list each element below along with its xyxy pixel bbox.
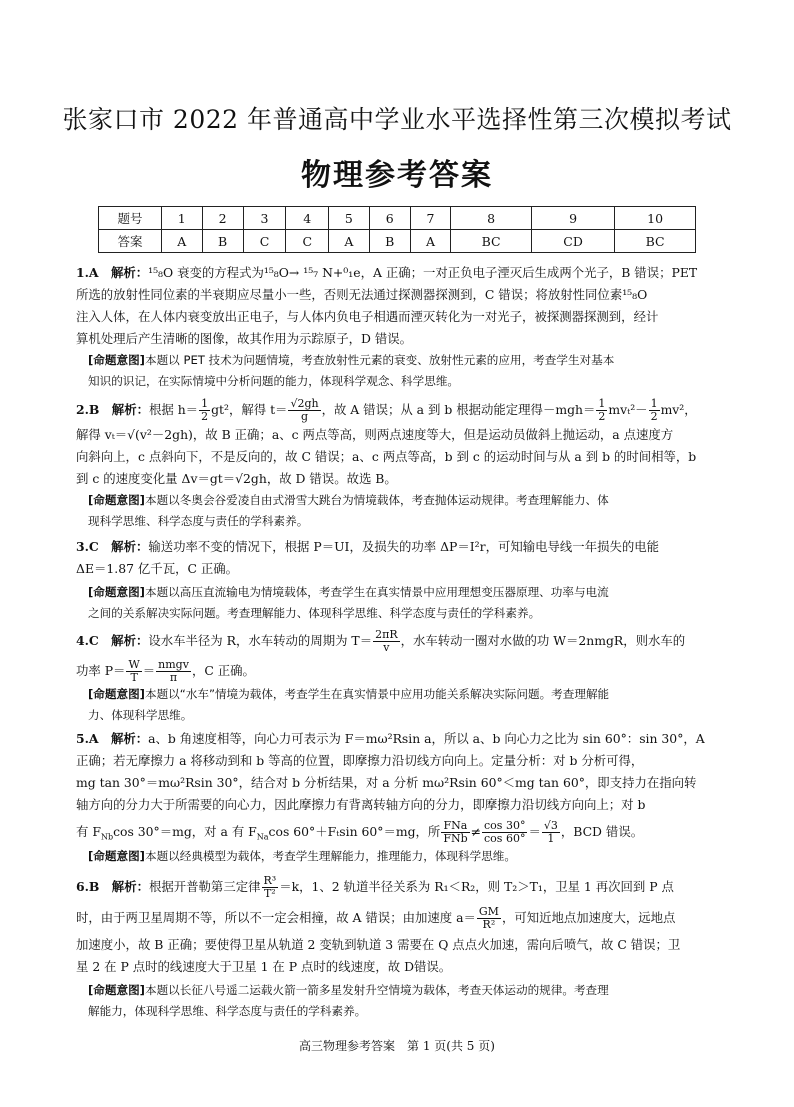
q5-text: 有 F [76, 824, 101, 839]
intent-text: 本题以冬奥会谷爱凌自由式滑雪大跳台为情境载体，考查抛体运动规律。考查理解能力、体 [144, 493, 609, 507]
fraction: $\frac{1}{2}$ [650, 397, 658, 423]
intent-label: [命题意图] [88, 687, 145, 701]
question-number-row [99, 207, 696, 230]
question-number: 9 [531, 207, 614, 230]
question-number: 5 [329, 207, 370, 230]
exam-title: 张家口市 2022 年普通高中学业水平选择性第三次模拟考试 [62, 105, 732, 134]
question-1-explanation [76, 262, 712, 350]
page-footer: 高三物理参考答案 第 1 页(共 5 页) [299, 1039, 495, 1053]
q2-line [76, 396, 712, 424]
answer-cell: BC [451, 230, 532, 253]
question-3-explanation [76, 536, 712, 580]
q6-text: ，可知近地点加速度大，远地点 [501, 910, 676, 925]
q1-line: 所选的放射性同位素的半衰期应尽量小一些，否则无法通过探测器探测到，C 错误；将放射性同位素¹⁵₈O [76, 287, 648, 302]
q3-lead: 3.C 解析： [76, 539, 149, 554]
q5-line: 正确；若无摩擦力 a 将移动到和 b 等高的位置，即摩擦力沿切线方向向上。定量分析：对 b 分析可得， [76, 753, 644, 768]
q2-line: 解得 vₜ＝√(v²－2gh)，故 B 正确；a、c 两点等高，则两点速度等大，但是运动员做斜上抛运动，a 点速度方 [76, 427, 674, 442]
question-number: 3 [243, 207, 286, 230]
question-4-explanation [76, 626, 712, 686]
q5-line: mg tan 30°＝mω²Rsin 30°，结合对 b 分析结果，对 a 分析 mω²Rsin 60°＜mg tan 60°，即支持力在指向转 [76, 775, 697, 790]
subscript: Na [256, 832, 269, 842]
q4-line [76, 656, 712, 686]
answer-cell: A [162, 230, 203, 253]
q5-text: cos 30°＝mg，对 a 有 F [113, 824, 257, 839]
q2-lead: 2.B 解析： [76, 402, 149, 417]
question-3-intent [88, 582, 712, 624]
q5-text: cos 60°＋Fₜsin 60°＝mg，所 [268, 824, 441, 839]
question-2-intent [88, 490, 712, 532]
question-5-intent [88, 846, 712, 867]
subscript: Nb [100, 832, 114, 842]
fraction: $\frac{\text{R³}}{\text{T²}}$ [263, 874, 277, 900]
q4-lead: 4.C 解析： [76, 633, 149, 648]
intent-text: 现科学思维、科学态度与责任的学科素养。 [88, 514, 309, 528]
fraction: $\frac{\cos 30^\circ}{\cos 60^\circ}$ [484, 819, 526, 845]
intent-text: 解能力，体现科学思维、科学态度与责任的学科素养。 [88, 1004, 367, 1018]
q2-line: 向斜向上，c 点斜向下，不是反向的，故 C 错误；a、c 两点等高，b 到 c 的运动时间与从 a 到 b 的时间相等，b [76, 449, 697, 464]
question-6-explanation [76, 872, 712, 978]
question-number: 8 [451, 207, 532, 230]
q6-text: 时，由于两卫星周期不等，所以不一定会相撞，故 A 错误；由加速度 a＝ [76, 910, 476, 925]
q5-text: ，BCD 错误。 [560, 824, 644, 839]
answer-cell: C [286, 230, 329, 253]
q6-text: 根据开普勒第三定律 [148, 879, 261, 894]
question-1-intent [88, 350, 712, 392]
q3-line [76, 536, 712, 558]
intent-label: [命题意图] [88, 983, 145, 997]
fraction: $\frac{W}{T}$ [128, 658, 140, 684]
q2-text: ，故 A 错误；从 a 到 b 根据动能定理得－mgh＝ [321, 402, 596, 417]
q2-text: 根据 h＝ [148, 402, 199, 417]
q1-line [76, 262, 712, 284]
intent-text: 本题以长征八号遥二运载火箭一箭多星发射升空情境为载体，考查天体运动的规律。考查理 [144, 983, 609, 997]
q3-line: ΔE＝1.87 亿千瓦，C 正确。 [76, 561, 239, 576]
q6-text: ＝k，1、2 轨道半径关系为 R₁＜R₂，则 T₂＞T₁，卫星 1 再次回到 P 点 [279, 879, 674, 894]
intent-text: 知识的识记，在实际情境中分析问题的能力，体现科学观念、科学思维。 [88, 374, 460, 388]
answer-cell: A [410, 230, 451, 253]
row-label-answer: 答案 [99, 230, 162, 253]
intent-label: [命题意图] [88, 849, 145, 863]
fraction: $\frac{GM}{\text{R²}}$ [478, 905, 499, 931]
q5-text: ＝ [528, 824, 541, 839]
answer-key-title: 物理参考答案 [301, 158, 493, 193]
intent-text: 本题以 PET 技术为问题情境，考查放射性元素的衰变、放射性元素的应用，考查学生对基本 [144, 353, 615, 367]
q2-line: 到 c 的速度变化量 Δv＝gt＝√2gh，故 D 错误。故选 B。 [76, 471, 397, 486]
fraction: $\frac{\text{FNa}}{\text{FNb}}$ [443, 819, 468, 845]
answer-cell: B [369, 230, 410, 253]
answer-row [99, 230, 696, 253]
intent-text: 力、体现科学思维。 [88, 708, 193, 722]
q4-text: 功率 P＝ [76, 663, 126, 678]
question-4-intent [88, 684, 712, 726]
intent-text: 本题以高压直流输电为情境载体，考查学生在真实情景中应用理想变压器原理、功率与电流 [144, 585, 609, 599]
q4-text: ＝ [142, 663, 156, 678]
q5-text: ≠ [470, 824, 482, 839]
q5-line: 轴方向的分力大于所需要的向心力，因此摩擦力有背离转轴方向的分力，即摩擦力沿切线方向向上；对 b [76, 797, 646, 812]
fraction: $\frac{2\pi R}{v}$ [375, 628, 398, 654]
question-2-explanation [76, 396, 712, 490]
q4-line [76, 626, 712, 656]
answer-cell: CD [531, 230, 614, 253]
q6-line: 星 2 在 P 点时的线速度大于卫星 1 在 P 点时的线速度，故 D错误。 [76, 959, 452, 974]
question-number: 6 [369, 207, 410, 230]
question-5-explanation [76, 728, 712, 848]
q4-text: ，C 正确。 [191, 663, 255, 678]
fraction: $\frac{√3}{1}$ [543, 819, 558, 845]
q1-text: ¹⁵₈O 衰变的方程式为¹⁵₈O→ ¹⁵₇ N+⁰₁e，A 正确；一对正负电子湮灭后生成两个光子，B 错误；PET [148, 265, 698, 280]
row-label-number: 题号 [99, 207, 162, 230]
question-number: 10 [615, 207, 696, 230]
fraction: $\frac{\text{nmgv}}{\pi}$ [158, 658, 189, 684]
answer-cell: B [202, 230, 243, 253]
answer-cell: BC [615, 230, 696, 253]
q5-lead: 5.A 解析： [76, 731, 149, 746]
answer-table [98, 206, 696, 253]
intent-text: 本题以经典模型为载体，考查学生理解能力，推理能力，体现科学思维。 [144, 849, 516, 863]
intent-label: [命题意图] [88, 353, 145, 367]
q4-text: 设水车半径为 R，水车转动的周期为 T＝ [148, 633, 373, 648]
question-number: 7 [410, 207, 451, 230]
q1-line: 算机处理后产生清晰的图像，故其作用为示踪原子，D 错误。 [76, 331, 413, 346]
intent-text: 本题以“水车”情境为载体，考查学生在真实情景中应用功能关系解决实际问题。考查理解能 [144, 687, 610, 701]
intent-label: [命题意图] [88, 493, 145, 507]
fraction: $\frac{1}{2}$ [201, 397, 209, 423]
q2-text: mvₜ²－ [608, 402, 648, 417]
q6-lead: 6.B 解析： [76, 879, 149, 894]
question-number: 2 [202, 207, 243, 230]
q5-line [76, 728, 712, 750]
question-6-intent [88, 980, 712, 1022]
q1-line: 注入人体，在人体内衰变放出正电子，与人体内负电子相遇而湮灭转化为一对光子，被探测器探测到，经计 [76, 309, 659, 324]
q6-line [76, 902, 712, 934]
answer-cell: C [243, 230, 286, 253]
q3-text: 输送功率不变的情况下，根据 P＝UI，及损失的功率 ΔP＝I²r，可知输电导线一年损失的电能 [148, 539, 660, 554]
q5-text: a、b 角速度相等，向心力可表示为 F＝mω²Rsin a，所以 a、b 向心力之比为 sin 60°：sin 30°，A [148, 731, 705, 746]
q6-line [76, 872, 712, 902]
q4-text: ，水车转动一圈对水做的功 W＝2nmgR，则水车的 [400, 633, 686, 648]
q5-line [76, 816, 712, 848]
q2-text: mv²， [660, 402, 697, 417]
answer-cell: A [329, 230, 370, 253]
question-number: 4 [286, 207, 329, 230]
q1-lead: 1.A 解析： [76, 265, 149, 280]
intent-text: 之间的关系解决实际问题。考查理解能力、体现科学思维、科学态度与责任的学科素养。 [88, 606, 541, 620]
question-number: 1 [162, 207, 203, 230]
intent-label: [命题意图] [88, 585, 145, 599]
q2-text: gt²，解得 t＝ [211, 402, 288, 417]
q6-line: 加速度小，故 B 正确；要使得卫星从轨道 2 变轨到轨道 3 需要在 Q 点点火加速，需向后喷气，故 C 错误；卫 [76, 937, 681, 952]
fraction: $\frac{1}{2}$ [598, 397, 606, 423]
fraction: $\frac{√2gh}{g}$ [290, 397, 319, 423]
